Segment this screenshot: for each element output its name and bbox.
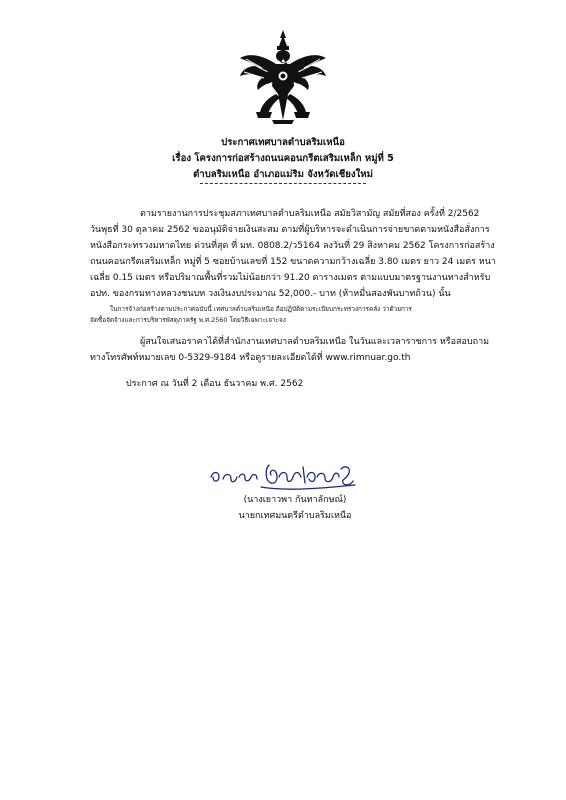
body-line: ผู้สนใจเสนอราคาได้ที่สำนักงานเทศบาลตำบลริมเหนือ ในวันและเวลาราชการ หรือสอบถาม xyxy=(140,337,490,347)
procurement-note: จัดซื้อจัดจ้างและการบริหารพัสดุภาครัฐ พ.ศ.2560 โดยวิธีเฉพาะเจาะจง xyxy=(90,316,286,324)
signatory-position: นายกเทศมนตรีตำบลริมเหนือ xyxy=(238,511,352,521)
announcement-title: ประกาศเทศบาลตำบลริมเหนือ xyxy=(221,137,345,148)
body-line: วันพุธที่ 30 ตุลาคม 2562 ขออนุมัติจ่ายเงินสะสม ตามที่ผู้บริหารจะดำเนินการจ่ายขาดตามหนังสือสั่งการ xyxy=(90,225,490,235)
body-line: อปท. ของกรมทางหลวงชนบท วงเงินงบประมาณ 52,000.- บาท (ห้าหมื่นสองพันบาทถ้วน) นั้น xyxy=(90,289,451,299)
signatory-name: (นางเยาวพา กันทาลักษณ์) xyxy=(243,495,347,505)
body-line: เฉลี่ย 0.15 เมตร หรือปริมาณพื้นที่รวมไม่น้อยกว่า 91.20 ตารางเมตร ตามแบบมาตรฐานงานทางสำหรับ xyxy=(90,273,491,283)
body-line: ทางโทรศัพท์หมายเลข 0-5329-9184 หรือดูรายละเอียดได้ที่ www.rimnuar.go.th xyxy=(90,353,411,363)
body-line: หนังสือกระทรวงมหาดไทย ด่วนที่สุด ที่ มท. 0808.2/ว5164 ลงวันที่ 29 สิงหาคม 2562 โครงการก่อสร้าง xyxy=(90,241,495,251)
handwritten-signature xyxy=(205,455,365,495)
announcement-date: ประกาศ ณ วันที่ 2 เดือน ธันวาคม พ.ศ. 2562 xyxy=(126,379,304,389)
body-line: ถนนคอนกรีตเสริมเหล็ก หมู่ที่ 5 ซอยบ้านเลขที่ 152 ขนาดความกว้างเฉลี่ย 3.80 เมตร ยาว 24 เมตร หนา xyxy=(90,257,496,267)
body-line: ตามรายงานการประชุมสภาเทศบาลตำบลริมเหนือ สมัยวิสามัญ สมัยที่สอง ครั้งที่ 2/2562 xyxy=(140,209,480,219)
announcement-location: ตำบลริมเหนือ อำเภอแม่ริม จังหวัดเชียงใหม่ xyxy=(193,169,373,180)
divider xyxy=(200,183,366,184)
procurement-note: ในการจ้างก่อสร้างตามประกาศฉบับนี้ เทศบาลตำบลริมเหนือ ถือปฏิบัติตามระเบียบกระทรวงการคลัง ว่าด้วยการ xyxy=(110,305,412,313)
announcement-subject: เรื่อง โครงการก่อสร้างถนนคอนกรีตเสริมเหล็ก หมู่ที่ 5 xyxy=(172,153,394,164)
garuda-emblem-icon xyxy=(236,28,330,126)
